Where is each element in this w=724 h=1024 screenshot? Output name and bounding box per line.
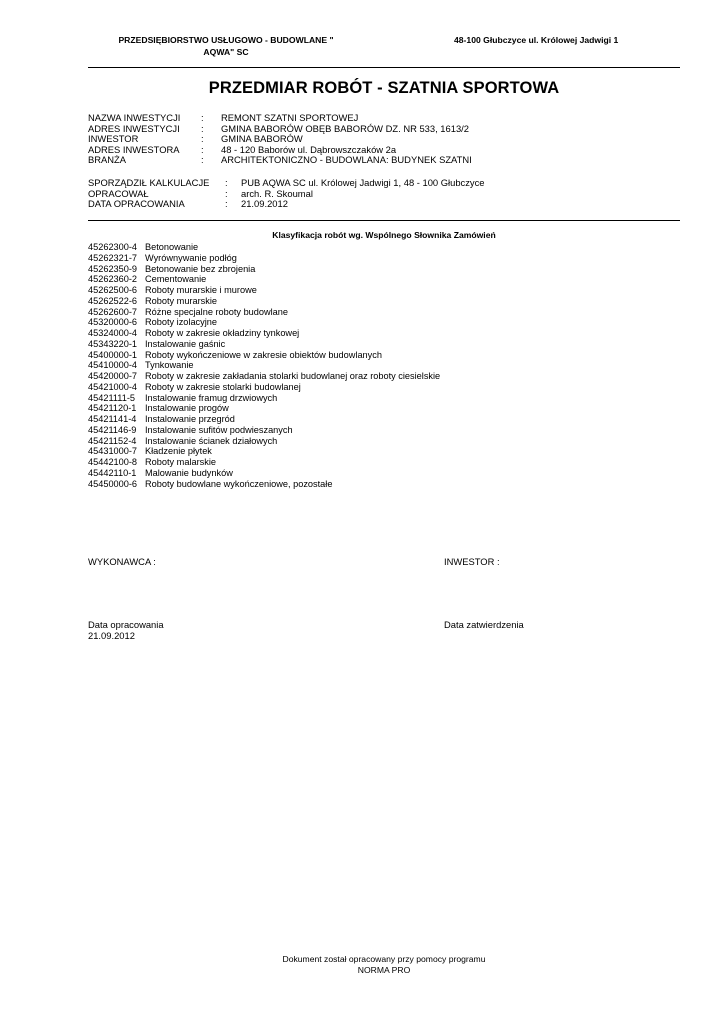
cpv-section-title: Klasyfikacja robót wg. Wspólnego Słownika Zamówień	[272, 230, 496, 240]
list-item	[88, 328, 440, 339]
list-item	[88, 403, 440, 414]
info-row-investment-name	[88, 113, 472, 124]
cpv-name: Cementowanie	[145, 274, 207, 285]
list-item	[88, 253, 440, 264]
cpv-name: Betonowanie bez zbrojenia	[145, 263, 256, 274]
list-item	[88, 242, 440, 253]
cpv-code: 45442110-1	[88, 467, 137, 478]
info-value: GMINA BABORÓW	[221, 133, 303, 144]
list-item	[88, 457, 440, 468]
info-row-branch	[88, 155, 472, 166]
company-address: 48-100 Głubczyce ul. Królowej Jadwigi 1	[454, 35, 619, 45]
cpv-code: 45442100-8	[88, 457, 138, 467]
cpv-code: 45262300-4	[88, 242, 138, 252]
company-name	[96, 34, 356, 58]
cpv-name: Tynkowanie	[145, 360, 194, 371]
cpv-name: Kładzenie płytek	[145, 446, 212, 457]
investor-label: INWESTOR :	[444, 556, 500, 567]
cpv-code: 45320000-6	[88, 317, 138, 328]
list-item	[88, 360, 440, 371]
list-item	[88, 274, 440, 285]
list-item	[88, 382, 440, 393]
cpv-code: 45421146-9	[88, 424, 137, 435]
info-separator: :	[201, 143, 204, 155]
cpv-code: 45420000-7	[88, 371, 138, 381]
info-row-investor	[88, 134, 472, 145]
list-item	[88, 350, 440, 361]
footer-note	[88, 954, 680, 976]
cpv-code: 45400000-1	[88, 349, 138, 360]
cpv-name: Roboty w zakresie stolarki budowlanej	[145, 381, 301, 392]
info-label: DATA OPRACOWANIA	[88, 198, 185, 209]
company-name-line2: AQWA" SC	[203, 47, 249, 57]
footer-line2: NORMA PRO	[357, 965, 411, 975]
cpv-name: Różne specjalne roboty budowlane	[145, 306, 289, 317]
cpv-name: Roboty murarskie	[145, 295, 217, 306]
cpv-code: 45324000-4	[88, 328, 138, 338]
list-item	[88, 264, 440, 275]
info-separator: :	[201, 112, 204, 123]
header-divider	[88, 67, 680, 68]
info-label: SPORZĄDZIŁ KALKULACJE	[88, 177, 210, 188]
cpv-name: Roboty izolacyjne	[145, 317, 218, 328]
company-name-line1: PRZEDSIĘBIORSTWO USŁUGOWO - BUDOWLANE "	[118, 35, 334, 45]
cpv-name: Roboty wykończeniowe w zakresie obiektów budowlanych	[145, 349, 382, 360]
cpv-name: Instalowanie gaśnic	[145, 338, 226, 349]
cpv-name: Betonowanie	[145, 242, 199, 252]
info-value: GMINA BABORÓW OBĘB BABORÓW DZ. NR 533, 1613/2	[221, 122, 469, 134]
preparation-info	[88, 178, 485, 210]
cpv-code: 45410000-4	[88, 360, 138, 371]
info-label: ADRES INWESTYCJI	[88, 122, 180, 134]
cpv-code: 45421111-5	[88, 392, 135, 403]
info-label: ADRES INWESTORA	[88, 143, 180, 155]
list-item	[88, 468, 440, 479]
list-item	[88, 339, 440, 350]
info-value: PUB AQWA SC ul. Królowej Jadwigi 1, 48 - 100 Głubczyce	[241, 177, 485, 188]
cpv-name: Instalowanie framug drzwiowych	[145, 392, 278, 403]
approval-date-label: Data zatwierdzenia	[444, 619, 524, 630]
cpv-code: 45262350-9	[88, 263, 138, 274]
preparation-date-block	[88, 620, 164, 641]
info-value: REMONT SZATNI SPORTOWEJ	[221, 112, 359, 123]
page-title: PRZEDMIAR ROBÓT - SZATNIA SPORTOWA	[208, 79, 560, 97]
info-value: 48 - 120 Baborów ul. Dąbrowszczaków 2a	[221, 143, 397, 155]
investment-info	[88, 113, 472, 166]
list-item	[88, 425, 440, 436]
info-row-preparation-date	[88, 199, 485, 210]
list-item	[88, 317, 440, 328]
section-divider	[88, 220, 680, 221]
info-value: arch. R. Skoumal	[241, 187, 313, 199]
cpv-code: 45421152-4	[88, 435, 137, 446]
cpv-code: 45262500-6	[88, 285, 138, 295]
cpv-name: Instalowanie progów	[145, 403, 229, 414]
cpv-name: Roboty w zakresie zakładania stolarki budowlanej oraz roboty ciesielskie	[145, 371, 441, 381]
cpv-name: Roboty murarskie i murowe	[145, 285, 257, 295]
cpv-name: Wyrównywanie podłóg	[145, 252, 237, 263]
info-separator: :	[201, 154, 204, 165]
cpv-code: 45343220-1	[88, 338, 138, 349]
info-separator: :	[225, 187, 228, 199]
list-item	[88, 393, 440, 404]
cpv-code: 45421120-1	[88, 403, 137, 414]
cpv-code: 45262600-7	[88, 306, 138, 317]
cpv-name: Instalowanie ścianek działowych	[145, 435, 278, 446]
footer-line1: Dokument został opracowany przy pomocy programu	[282, 954, 486, 964]
list-item	[88, 479, 440, 490]
cpv-code: 45421141-4	[88, 414, 137, 424]
list-item	[88, 296, 440, 307]
list-item	[88, 307, 440, 318]
list-item	[88, 414, 440, 425]
list-item	[88, 436, 440, 447]
info-separator: :	[201, 133, 204, 144]
list-item	[88, 285, 440, 296]
info-row-calculated-by	[88, 178, 485, 189]
info-label: NAZWA INWESTYCJI	[88, 112, 181, 123]
info-label: BRANŻA	[88, 154, 127, 165]
cpv-code: 45450000-6	[88, 478, 138, 489]
cpv-code: 45262321-7	[88, 252, 138, 263]
info-separator: :	[225, 177, 228, 188]
cpv-code: 45431000-7	[88, 446, 138, 457]
cpv-name: Roboty malarskie	[145, 457, 216, 467]
preparation-date-label: Data opracowania	[88, 619, 164, 630]
info-value: ARCHITEKTONICZNO - BUDOWLANA: BUDYNEK SZATNI	[221, 154, 472, 165]
cpv-code: 45262360-2	[88, 274, 138, 285]
info-separator: :	[201, 122, 204, 134]
info-label: OPRACOWAŁ	[88, 187, 149, 199]
cpv-code: 45262522-6	[88, 295, 138, 306]
cpv-code: 45421000-4	[88, 381, 138, 392]
info-separator: :	[225, 198, 228, 209]
info-label: INWESTOR	[88, 133, 139, 144]
cpv-name: Instalowanie przegród	[145, 414, 235, 424]
info-value: 21.09.2012	[241, 198, 288, 209]
cpv-name: Instalowanie sufitów podwieszanych	[145, 424, 293, 435]
contractor-label: WYKONAWCA :	[88, 556, 156, 567]
list-item	[88, 446, 440, 457]
cpv-name: Roboty w zakresie okładziny tynkowej	[145, 328, 300, 338]
preparation-date-value: 21.09.2012	[88, 629, 135, 641]
cpv-list	[88, 242, 440, 489]
list-item	[88, 371, 440, 382]
cpv-name: Malowanie budynków	[145, 467, 233, 478]
cpv-name: Roboty budowlane wykończeniowe, pozostałe	[145, 478, 333, 489]
